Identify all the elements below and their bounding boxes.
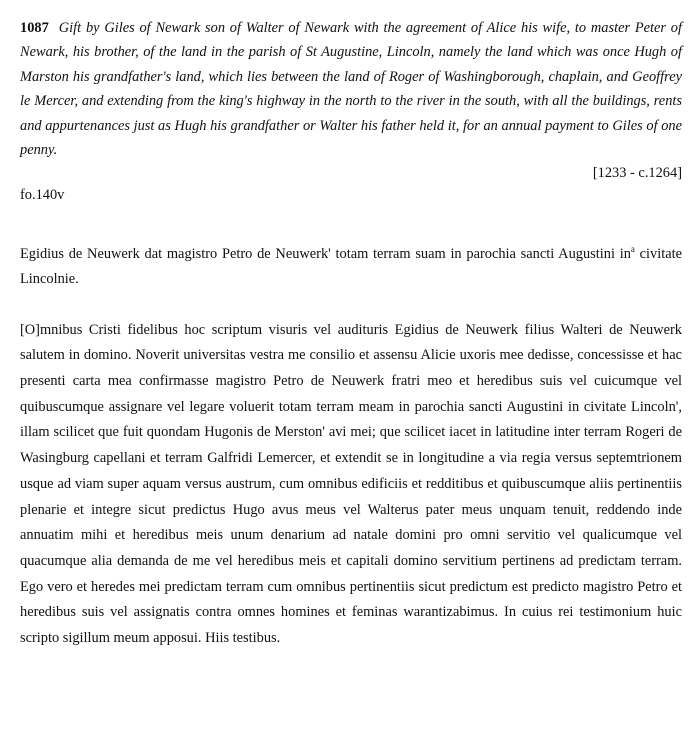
charter-heading	[20, 242, 682, 291]
entry-number: 1087	[20, 20, 49, 36]
entry-date: [1233 - c.1264]	[592, 165, 682, 182]
heading-text-before: Egidius de Neuwerk dat magistro Petro de Neuwerk' totam terram suam in parochia sancti Augustini in	[20, 246, 631, 263]
charter-text: [O]mnibus Cristi fidelibus hoc scriptum visuris vel audituris Egidius de Neuwerk filius Walteri de Neuwerk salutem in domino. Noverit universitas vestra me consilio et assensu Alicie uxoris mee dedisse, concessisse et hac presenti carta mea confirmasse magistro Petro de Neuwerk fratri meo et heredibus suis vel cuicumque vel quibuscumque assignare vel legare voluerit totam terram meam in parochia sancti Augustini in civitate Lincoln', illam scilicet que fuit quondam Hugonis de Merston' avi mei; que scilicet iacet in latitudine inter terram Rogeri de Wasingburg capellani et terram Galfridi Lemercer, et extendit se in longitudine a via regia versus septemtrionem usque ad viam super aquam versus austrum, cum omnibus edificiis et redditibus et quibuscumque aliis pertinentiis plenarie et integre sicut predictus Hugo avus meus vel Walterus pater meus unquam tenuit, reddendo inde annuatim mihi et heredibus meis unum denarium ad natale domini pro omni servitio vel qualicumque vel quacumque alia demanda de me vel heredibus meis et capitali domino servitium pertinens ad predictam terram. Ego vero et heredes mei predictam terram cum omnibus pertinentiis sicut predictum est predicto magistro Petro et heredibus suis vel assignatis contra omnes homines et feminas warantizabimus. In cuius rei testimonium huic scripto sigillum meum apposui. Hiis testibus.	[20, 321, 682, 647]
entry-summary	[20, 16, 682, 162]
folio-reference: fo.140v	[20, 187, 65, 204]
heading-text-after: civitate Lincolnie.	[20, 246, 682, 288]
heading-superscript: a	[630, 244, 635, 255]
entry-summary-text: Gift by Giles of Newark son of Walter of Newark with the agreement of Alice his wife, to master Peter of Newark, his brother, of the land in the parish of St Augustine, Lincoln, namely the land which was once Hugh of Marston his grandfather's land, which lies between the land of Roger of Washingborough, chaplain, and Geoffrey le Mercer, and extending from the king's highway in the north to the river in the south, with all the buildings, rents and appurtenances just as Hugh his grandfather or Walter his father held it, for an annual payment to Giles of one penny.	[20, 20, 682, 159]
